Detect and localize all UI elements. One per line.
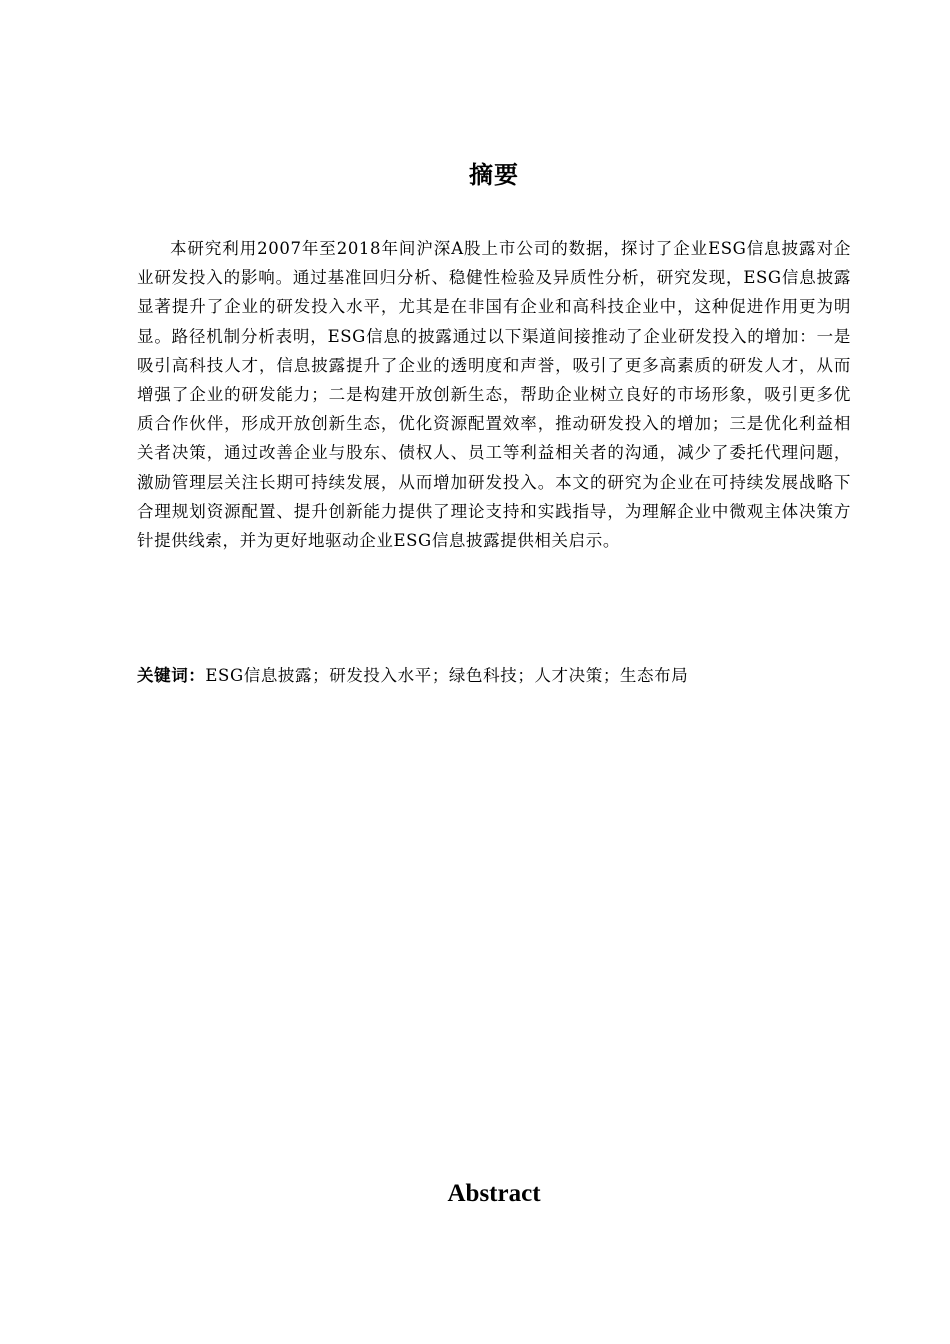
- keywords-label: 关键词：: [137, 666, 206, 685]
- abstract-body-cn: 本研究利用2007年至2018年间沪深A股上市公司的数据，探讨了企业ESG信息披露对企业研发投入的影响。通过基准回归分析、稳健性检验及异质性分析，研究发现，ESG信息披露显著提升了企业的研发投入水平，尤其是在非国有企业和高科技企业中，这种促进作用更为明显。路径机制分析表明，ESG信息的披露通过以下渠道间接推动了企业研发投入的增加：一是吸引高科技人才，信息披露提升了企业的透明度和声誉，吸引了更多高素质的研发人才，从而增强了企业的研发能力；二是构建开放创新生态，帮助企业树立良好的市场形象，吸引更多优质合作伙伴，形成开放创新生态，优化资源配置效率，推动研发投入的增加；三是优化利益相关者决策，通过改善企业与股东、债权人、员工等利益相关者的沟通，减少了委托代理问题，激励管理层关注长期可持续发展，从而增加研发投入。本文的研究为企业在可持续发展战略下合理规划资源配置、提升创新能力提供了理论支持和实践指导，为理解企业中微观主体决策方针提供线索，并为更好地驱动企业ESG信息披露提供相关启示。: [137, 239, 851, 551]
- abstract-title-cn: 摘要: [469, 161, 519, 189]
- keywords-text: ESG信息披露；研发投入水平；绿色科技；人才决策；生态布局: [205, 666, 689, 685]
- abstract-title-en: Abstract: [447, 1180, 541, 1207]
- keywords-line: [137, 661, 851, 690]
